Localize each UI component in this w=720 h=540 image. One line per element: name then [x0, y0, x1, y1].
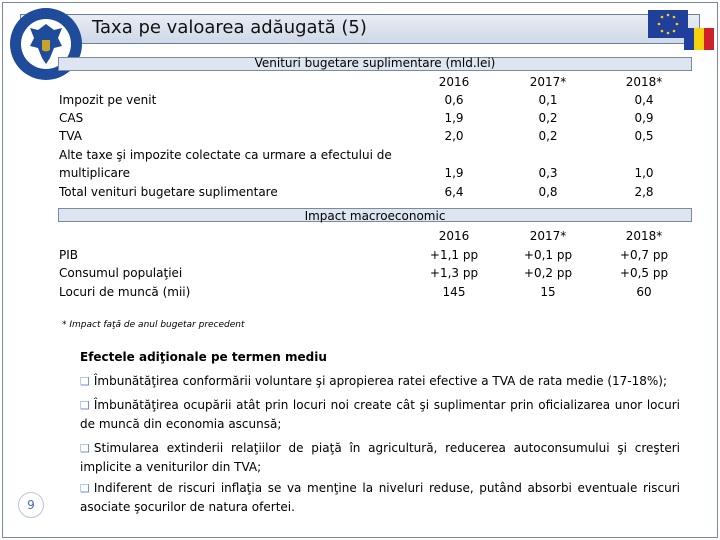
effect-bullet-text: Indiferent de riscuri inflaţia se va menţine la niveluri reduse, putând absorbi eventuale riscuri asociate şocurilor de natura ofertei.	[80, 481, 680, 514]
table2-row-label: PIB	[59, 248, 79, 262]
table1-cell: 0,6	[444, 93, 464, 107]
effects-title: Efectele adiţionale pe termen mediu	[80, 350, 327, 364]
table1-cell: 1,9	[444, 166, 464, 180]
table1-year-2017: 2017*	[529, 75, 567, 89]
table2-cell: +0,2 pp	[523, 266, 573, 280]
table2-cell: 145	[442, 285, 466, 299]
effect-bullet-text: Îmbunătăţirea ocupării atât prin locuri noi create cât şi suplimentar prin oficializarea unor locuri de muncă din economia ascunsă;	[80, 398, 680, 431]
checkbox-bullet-icon: ❑	[80, 482, 90, 495]
effect-bullet-text: Îmbunătăţirea conformării voluntare şi apropierea ratei efective a TVA de rata medie (17-18%);	[93, 374, 668, 388]
table1-year-2018: 2018*	[625, 75, 663, 89]
table1-year-2016: 2016	[438, 75, 470, 89]
checkbox-bullet-icon: ❑	[80, 442, 90, 455]
table1-cell: 0,3	[538, 166, 558, 180]
page-number: 9	[18, 492, 44, 518]
table1-cell: 0,8	[538, 185, 558, 199]
effect-bullet	[80, 372, 680, 391]
table1-row-label-cont: multiplicare	[59, 166, 130, 180]
table1-cell: 6,4	[444, 185, 464, 199]
effect-bullet	[80, 396, 680, 433]
table2-cell: +0,1 pp	[523, 248, 573, 262]
table2-title: Impact macroeconomic	[304, 209, 446, 223]
effect-bullet	[80, 439, 680, 476]
table1-cell: 0,2	[538, 129, 558, 143]
effect-bullet	[80, 479, 680, 516]
footnote: * Impact faţă de anul bugetar precedent	[62, 320, 245, 330]
table1-cell: 0,1	[538, 93, 558, 107]
table1-row-label: TVA	[59, 129, 82, 143]
table2-cell: 15	[540, 285, 556, 299]
effect-bullet-text: Stimularea extinderii relaţiilor de piaţă în agricultură, reducerea autoconsumului şi creşteri implicite a veniturilor din TVA;	[80, 441, 680, 474]
table2-row-label: Locuri de muncă (mii)	[59, 285, 191, 299]
table1-row-label: Alte taxe şi impozite colectate ca urmare a efectului de	[59, 148, 392, 162]
table1-cell: 0,5	[634, 129, 654, 143]
table1-title: Venituri bugetare suplimentare (mld.lei)	[254, 56, 496, 70]
table1-cell: 0,9	[634, 111, 654, 125]
table2-year-2017: 2017*	[529, 229, 567, 243]
table1-cell: 2,8	[634, 185, 654, 199]
table1-row-label: Total venituri bugetare suplimentare	[59, 185, 278, 199]
table2-year-2016: 2016	[438, 229, 470, 243]
table1-cell: 0,2	[538, 111, 558, 125]
table1-cell: 1,0	[634, 166, 654, 180]
table1-cell: 0,4	[634, 93, 654, 107]
table2-cell: +0,7 pp	[619, 248, 669, 262]
eu-romania-flags-icon	[648, 10, 714, 52]
page-title: Taxa pe valoarea adăugată (5)	[92, 17, 367, 38]
checkbox-bullet-icon: ❑	[80, 375, 90, 388]
table2-cell: 60	[636, 285, 652, 299]
table2-cell: +0,5 pp	[619, 266, 669, 280]
table2-cell: +1,1 pp	[429, 248, 479, 262]
table1-cell: 2,0	[444, 129, 464, 143]
table1-row-label: Impozit pe venit	[59, 93, 157, 107]
table2-row-label: Consumul populaţiei	[59, 266, 183, 280]
checkbox-bullet-icon: ❑	[80, 399, 90, 412]
table2-cell: +1,3 pp	[429, 266, 479, 280]
table2-year-2018: 2018*	[625, 229, 663, 243]
table1-row-label: CAS	[59, 111, 84, 125]
table1-cell: 1,9	[444, 111, 464, 125]
